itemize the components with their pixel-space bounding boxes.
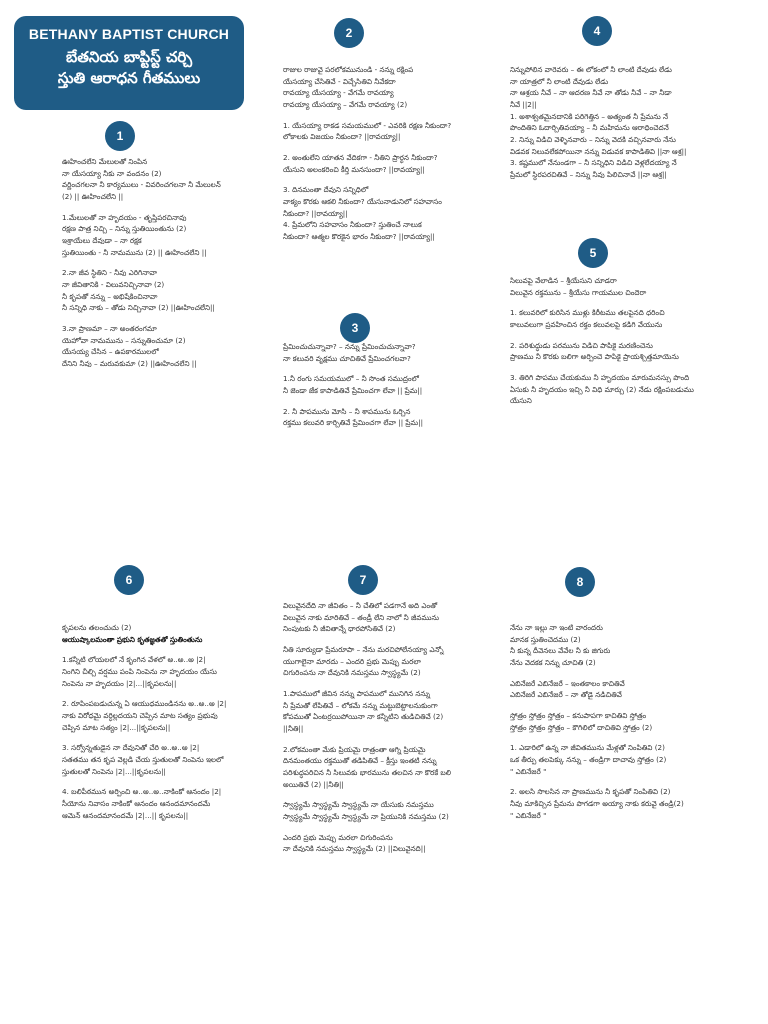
lyric-line: కాలువలుగా ప్రవహించిన రక్తం కలువలపై కడిగి వేయును	[510, 319, 663, 329]
song-number-badge: 1	[105, 121, 135, 151]
lyric-line: (2) || ఊహించలేని ||	[62, 191, 124, 201]
lyric-line: ఎందరి ప్రభు మెప్పు మరలా చిగురింపను	[283, 832, 393, 842]
lyric-line: సీయోను నివాసం నాకింకో ఆనందం ఆనందమానందమే	[62, 798, 211, 808]
lyric-line: 2. అలసి సొలసిన నా ప్రాణమును నీ కృపతో నింపితివి (2)	[510, 787, 671, 797]
lyric-line: నీ కృపతో నన్ను – అభిషేకించినావా	[62, 291, 158, 301]
song-lyrics	[283, 341, 508, 429]
song-lyrics	[510, 275, 755, 407]
church-header	[14, 16, 244, 110]
lyric-line: 2. నీ పాపమును మోసి – నీ శాపమును ఓర్చిన	[283, 406, 411, 416]
lyric-line: 2. రూపింపబడుచున్న ఏ ఆయుధముండినను అ..అ..అ |2|	[62, 699, 227, 709]
lyric-line: స్తుతియింతు - నీ నామమును (2) || ఊహించలేని ||	[62, 247, 207, 257]
lyric-line: స్తోత్రం స్తోత్రం స్తోత్రం – కనుపాపగా కాచితివి స్తోత్రం	[510, 710, 647, 720]
church-name-english: BETHANY BAPTIST CHURCH	[28, 26, 230, 42]
lyric-line: నా దేవునికి నమస్తము స్వాస్థ్యమే (2) ||విలువైనది||	[283, 844, 426, 854]
lyric-line: కృపలను తలంచుచు (2)	[62, 623, 132, 632]
lyric-line: 1.కన్నీటి లోయలలో నే కృంగిన వేళలో అ..అ..అ |2|	[62, 655, 206, 665]
stanza-gap	[62, 689, 284, 698]
lyric-line: 1. అశాశ్వతమైనదానికి పరిగెత్తిన – అత్యంత నీ ప్రేమను నే	[510, 111, 669, 121]
lyric-line: పొందితిని ఓదార్చితివయ్యా – నీ మహిమను ఆరాధించెదనే	[510, 123, 669, 133]
lyric-line: 3.నా ప్రాణమా – నా అంతరంగమా	[62, 323, 157, 333]
stanza-gap	[510, 777, 755, 786]
stanza-gap	[510, 298, 755, 307]
stanza-gap	[62, 645, 284, 654]
lyric-line: రావయ్యా యేసయ్యా – వేగమే రావయ్యా (2)	[283, 99, 408, 109]
lyric-line: వర్ణించగలనా నీ కార్యములు - వివరించగలనా నీ మేలులన్	[62, 180, 221, 190]
lyric-line: 4. బలిపీఠమున అర్పించి అ..అ..అ..నాకింకో ఆనందం |2|	[62, 787, 222, 797]
stanza-gap	[283, 790, 508, 799]
song-number-badge: 5	[578, 238, 608, 268]
lyric-line: నింపుటకు నీ జీవితాన్నే ధారపోసితివే (2)	[283, 624, 396, 634]
lyric-line: 1.నీ రంగు సమయములో – నీ సొంత సముద్రంలో	[283, 374, 419, 384]
lyric-line: అయితివే (2) ||నీతి||	[283, 779, 344, 789]
stanza-gap	[62, 777, 284, 786]
lyric-line: దేనిని నీవు – మరువకుమా (2) ||ఊహించలేని ||	[62, 358, 197, 368]
song-lyrics	[510, 64, 755, 181]
lyric-line: స్వాస్థ్యమే స్వాస్థ్యమే స్వాస్థ్యమే నా యేసుకు నమస్తము	[283, 800, 434, 810]
stanza-gap	[62, 203, 284, 212]
stanza-gap	[283, 143, 508, 152]
lyric-line: సతతము తన కృప వెల్లడి చేయ స్తుతులతో నింపెను ఇలలో	[62, 754, 224, 764]
lyric-line: 2.నా జీవ స్థితిని - నీవు ఎరిగినావా	[62, 268, 157, 278]
lyric-line: నీ కున్న దీవెనలు వేవేల నీ కు జిగురు	[510, 646, 611, 656]
lyric-line: నీకుందా? ||రావయ్యా||	[283, 208, 348, 218]
lyric-line: నా జీవితానికి - విలువనిచ్చినావా (2)	[62, 279, 165, 289]
song-lyrics	[283, 600, 508, 855]
songbook-title: స్తుతి ఆరాధన గీతములు	[57, 69, 201, 88]
lyric-line: స్తుతులతో నింపెను |2|...||కృపలను||	[62, 766, 166, 776]
lyric-line: కోపముతో ఏంటర్రయిపోయినా నా కన్నీటిని తుడిచితివే (2)	[283, 712, 444, 722]
lyric-line: నీవు మాకిచ్చిన ప్రేమను పొగడగా అయ్యా నాకు కరువై తండ్రి(2)	[510, 798, 684, 808]
stanza-gap	[283, 735, 508, 744]
song-number-badge: 8	[565, 567, 595, 597]
lyric-line: చిగురింపను నా దేవునికి నమస్తము స్వాస్థ్యమే (2)	[283, 668, 421, 678]
lyric-line: చెప్పిన మాట సత్యం |2|...||కృపలను||	[62, 722, 171, 732]
church-name-telugu: బేతనియ బాప్టిస్ట్ చర్చి	[65, 48, 193, 66]
stanza-gap	[283, 175, 508, 184]
stanza-gap	[510, 669, 755, 678]
lyric-line: నేను నా ఇల్లు నా ఇంటి వారందరు	[510, 623, 603, 632]
lyric-line: " ఎబినేజరే "	[510, 766, 547, 776]
song-lyrics	[283, 64, 508, 243]
lyric-line: యేసయ్య చేసిన – ఉపకారములలో	[62, 347, 159, 357]
lyric-line: దినమంతయు రక్తముతో తడిపితివే – క్రీస్తు ఇంతటి నన్ను	[283, 756, 437, 766]
lyric-line: ఆమెన్ ఆనందమానందమే |2|...|| కృపలను||	[62, 810, 189, 820]
lyric-line: నా కలువరి వృక్షము చూచితివే ప్రేమించగలవా?	[283, 353, 411, 363]
lyric-line: యేసయ్యా చేసితివే - విచ్చేసితివి నీవేకదా	[283, 76, 396, 86]
lyric-line: విలువైన నాకు మారితివే – తండ్రీ లేని నాలో నీ జీవమును	[283, 612, 439, 622]
lyric-line: నీ జెండా జేక కాపాడితివే ప్రేమించగా లేవా || ప్రేమ||	[283, 385, 423, 395]
lyric-line: ఏసుకు నీ హృదయం ఇచ్చి నీ విధి మార్చు (2) నేడు రక్షింపబడుము	[510, 384, 694, 394]
stanza-gap	[62, 733, 284, 742]
lyric-line: యెహోవా నామమును – సన్నుతించుమా (2)	[62, 335, 186, 345]
lyric-line: ప్రేమలో స్థిరపరచితివే – నిన్ను నీవు పిలిచినావే ||నా ఆశ్ర||	[510, 169, 667, 179]
lyric-line: నీకుందా? ఆత్మల కొరకైన భారం నీకుందా? ||రావయ్యా||	[283, 231, 435, 241]
lyric-line: 1.మేలులతో నా హృదయం - తృప్తిపరచినావు	[62, 212, 187, 222]
lyric-line: నా యేసయ్యా నీకు నా వందనం (2)	[62, 168, 162, 178]
stanza-gap	[283, 397, 508, 406]
stanza-gap	[510, 363, 755, 372]
lyric-line: 3. తిరిగి పాపము చేయకుము నీ హృదయం మారుమనస్సు పొంది	[510, 372, 690, 382]
lyric-line: మానక స్తుతించెదము (2)	[510, 634, 581, 644]
lyric-line: నా ఆశ్రయ నీవే – నా ఆదరణ నీవే నా తోడు నీవే – నా నీడా	[510, 88, 672, 98]
lyric-line: ||నీతి||	[283, 723, 304, 733]
lyric-line: నీ ప్రేమతో లేపితివే – లోకమే నన్ను మట్టుబెట్టాలనుకుంగా	[283, 700, 438, 710]
lyric-line: యుగాలైనా మారదు – ఎందరి ప్రభు మెప్పు మరలా	[283, 656, 421, 666]
lyric-line: 1. ఎడారిలో ఉన్న నా జీవితమును మేళ్లతో నింపితివి (2)	[510, 743, 665, 753]
lyric-line: నీవే ||2||	[510, 99, 537, 109]
lyric-line: నింగిని చీల్చి వర్షము పంపి నింపెను నా హృదయం యేసు	[62, 666, 217, 676]
lyric-line: వాక్యం కొరకు ఆకలి నీకుందా? యేసునాడునిలో సహవాసం	[283, 196, 442, 206]
stanza-gap	[283, 823, 508, 832]
song-lyrics	[510, 622, 755, 821]
lyric-line: విడవక నిలువలేకపోయినా నన్ను విడువక కాపాడితివి ||నా ఆశ్ర||	[510, 146, 687, 156]
lyric-line: 2. అంతులేని యాతన వేదికగా - నీతిని ప్రార్థన నీకుందా?	[283, 152, 438, 162]
lyric-line: విలువైనదేది నా జీవితం – నీ చేతిలో పడగానే అది ఎంతో	[283, 601, 438, 610]
lyric-line: 4. ప్రేమలోని సహవాసం నీకుందా? స్తుతించే నాలుక	[283, 220, 422, 230]
lyric-line: రక్షణ పాత్ర నిచ్చి – నిన్ను స్తుతియింతును (2)	[62, 224, 187, 234]
lyric-line: ప్రాణము నీ కొరకు బలిగా అర్పించె పాపికై ప్రాయశ్చిత్తమాయెను	[510, 352, 679, 362]
lyric-line: 2. నిన్ను విడిచి వెళ్ళినవారు – నిన్ను వెదకి వచ్చినవారు నేను	[510, 134, 676, 144]
song-lyrics	[62, 156, 284, 370]
stanza-gap	[510, 331, 755, 340]
lyric-line: 1.పాపములో జీవిన నన్ను పాపములో మునిగిన నన్ను	[283, 688, 431, 698]
lyric-line: సిలువపై వేలాడిన – శ్రీయేసుని చూడరా	[510, 276, 617, 285]
stanza-gap	[283, 679, 508, 688]
lyric-line: లోకాలకు విజయం నీకుందా? ||రావయ్యా||	[283, 132, 401, 142]
lyric-line: నా యాత్రలో నీ లాంటి దేవుడు లేడు	[510, 76, 609, 86]
lyric-line: ఎబినేజరే ఎబినేజరే – నా తోడై నడిచితివే	[510, 690, 622, 700]
lyric-line: 3. సర్వోన్నతుడైన నా దేవునితో చేరి అ..అ..అ |2|	[62, 743, 200, 753]
stanza-gap	[283, 364, 508, 373]
lyric-line: రావయ్యా యేసయ్యా - వేగమే రావయ్యా	[283, 88, 394, 98]
song-number-badge: 3	[340, 313, 370, 343]
lyric-line: ఇశ్రాయేలు దేవుడా – నా రక్షక	[62, 235, 142, 245]
lyric-line: నిన్నుపోలిన వారెవరు – ఈ లోకంలో నీ లాంటి దేవుడు లేడు	[510, 65, 672, 74]
lyric-line: నీతి సూర్యుడా ప్రేమరూపా – నేను మరచిపోలేనయ్యా ఎన్నో	[283, 644, 444, 654]
lyric-line: యేసుని	[510, 396, 532, 406]
stanza-gap	[283, 111, 508, 120]
song-number-badge: 4	[582, 16, 612, 46]
lyric-line: నింపెను నా హృదయం |2|...||కృపలను||	[62, 678, 177, 688]
lyric-line: ఆయుష్కాలమంతా ప్రభుని కృతజ్ఞతతో స్తుతింతును	[62, 634, 203, 644]
song-number-badge: 6	[114, 565, 144, 595]
lyric-line: 1. కలువరిలో కురిసిన ముళ్లు కిరీటము తలపైనది ధరించి	[510, 308, 665, 318]
lyric-line: నాకు విరోధమై వర్ధిల్లదయని చెప్పిన మాట సత్యం ప్రభువు	[62, 710, 218, 720]
stanza-gap	[62, 314, 284, 323]
lyric-line: యేసుని అలంకరించి కీర్తి మనసుందా? ||రావయ్యా||	[283, 164, 425, 174]
lyric-line: " ఎబినేజరే "	[510, 810, 547, 820]
lyric-line: 1. యేసయ్యా రాకడ సమయములో - ఎవరికి రక్షణ నీకుందా?	[283, 120, 452, 130]
lyric-line: స్వాస్థ్యమే స్వాస్థ్యమే స్వాస్థ్యమే నా ప్రియునికి నమస్తము (2)	[283, 811, 449, 821]
lyric-line: స్తోత్రం స్తోత్రం స్తోత్రం – కౌగిలిలో దాచితివి స్తోత్రం (2)	[510, 722, 653, 732]
lyric-line: నేను వెదకక నిన్ను చూచితి (2)	[510, 657, 596, 667]
stanza-gap	[283, 635, 508, 644]
lyric-line: రాజుల రాజువై పరలోకమునుండి - నన్ను రక్షింప	[283, 65, 414, 74]
stanza-gap	[510, 701, 755, 710]
song-number-badge: 2	[334, 18, 364, 48]
stanza-gap	[62, 258, 284, 267]
song-number-badge: 7	[348, 565, 378, 595]
song-lyrics	[62, 622, 284, 821]
stanza-gap	[510, 733, 755, 742]
lyric-line: 3. దినమంతా దేవుని సన్నిధిలో	[283, 185, 369, 195]
lyric-line: ఊహించలేని మేలులతో నింపిన	[62, 157, 148, 166]
lyric-line: 2.లోకమంతా మేకు ప్రియమై రాత్రంతా ఆగ్ని ప్రియమై	[283, 744, 426, 754]
lyric-line: పరిశుద్ధపరిచిన నీ సిలువకు భారమును తలచిన నా కొరకే బలి	[283, 767, 452, 777]
lyric-line: ఒక తీర్పు తలపెక్కు నన్ను – తండ్రిగా దాచావు స్తోత్రం (2)	[510, 754, 667, 764]
lyric-line: 2. పరిశుద్ధుడు పరమును విడిచి పాపికై మరణించెను	[510, 340, 653, 350]
lyric-line: రక్తము కలువరి కార్చితివే ప్రేమించగా లేవా || ప్రేమ||	[283, 418, 423, 428]
lyric-line: ఎబినేజరే ఎబినేజరే – ఇంతకాలం కాచితివే	[510, 678, 625, 688]
lyric-line: విలువైన రక్తమును – శ్రీయేసు గాయముల చిందెరా	[510, 287, 647, 297]
lyric-line: ప్రేమించుచున్నావా? – నన్ను ప్రేమించుచున్నావా?	[283, 342, 416, 351]
lyric-line: 3. కష్టములో నేనుండగా – నీ సన్నిధిని విడిచి వెళ్లలేదయ్యా నే	[510, 158, 677, 168]
lyric-line: నీ సన్నిధి నాకు – తోడు నిచ్చినావా (2) ||ఊహించలేని||	[62, 303, 215, 313]
